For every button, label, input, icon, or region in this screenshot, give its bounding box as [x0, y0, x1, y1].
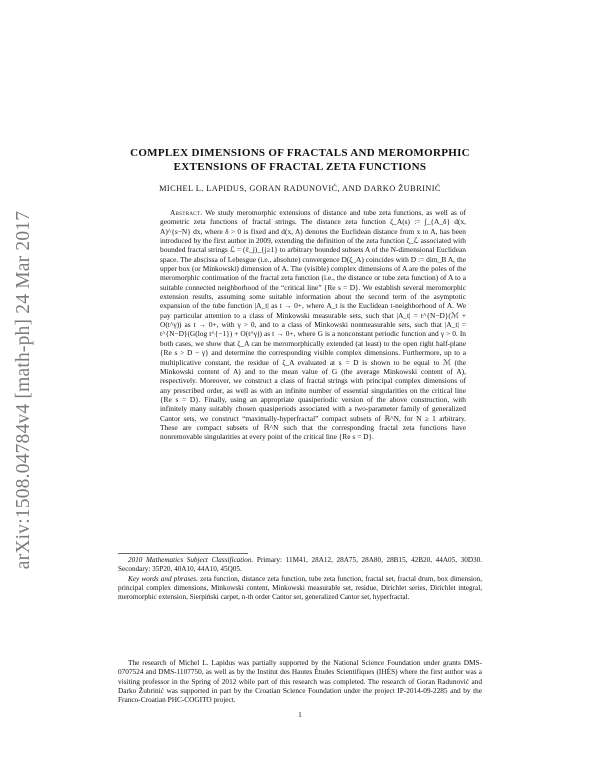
arxiv-identifier: arXiv:1508.04784v4 [math-ph] 24 Mar 2017	[13, 210, 34, 570]
paper-authors: MICHEL L. LAPIDUS, GORAN RADUNOVIĆ, AND DARKO ŽUBRINIĆ	[159, 184, 441, 193]
paper-title: COMPLEX DIMENSIONS OF FRACTALS AND MEROMORPHIC EXTENSIONS OF FRACTAL ZETA FUNCTIONS	[130, 147, 470, 173]
abstract-label: Abstract.	[170, 208, 203, 217]
msc-label: 2010 Mathematics Subject Classification.	[128, 556, 254, 564]
footnotes	[118, 556, 482, 602]
keywords-text: zeta function, distance zeta function, tube zeta function, fractal set, fractal drum, box dimension, principal complex dimensions, Minkowski content, Minkowski measurable set, residue, Dirichlet series, Dirichlet integral, meromorphic extension, Sierpiński carpet, n-th order Cantor set, generalized Cantor set, hyperfractal.	[118, 574, 482, 602]
abstract-text: We study meromorphic extensions of distance and tube zeta functions, as well as of geometric zeta functions of fractal strings. The distance zeta function ζ_A(s) := ∫_{A_δ} d(x, A)^{s−N} dx, where δ > 0 is fixed and d(x, A) denotes the Euclidean distance from x to A, has been introduced by the first author in 2009, extending the definition of the zeta function ζ_ℒ associated with bounded fractal strings ℒ = (ℓ_j)_{j≥1} to arbitrary bounded subsets A of the N-dimensional Euclidean space. The abscissa of Lebesgue (i.e., absolute) convergence D(ζ_A) coincides with D := dim_B A, the upper box (or Minkowski) dimension of A. The (visible) complex dimensions of A are the poles of the meromorphic continuation of the fractal zeta function (i.e., the distance or tube zeta function) of A to a suitable connected neighborhood of the “critical line” {Re s = D}. We establish several meromorphic extension results, assuming some suitable information about the second term of the asymptotic expansion of the tube function |A_t| as t → 0+, where A_t is the Euclidean t-neighborhood of A. We pay particular attention to a class of Minkowski measurable sets, such that |A_t| = t^{N−D}(ℳ + O(t^γ)) as t → 0+, with γ > 0, and to a class of Minkowski nonmeasurable sets, such that |A_t| = t^{N−D}(G(log t^{−1}) + O(t^γ)) as t → 0+, where G is a nonconstant periodic function and γ > 0. In both cases, we show that ζ_A can be meromorphically extended (at least) to the open right half-plane {Re s > D − γ} and determine the corresponding visible complex dimensions. Furthermore, up to a multiplicative constant, the residue of ζ_A evaluated at s = D is shown to be equal to ℳ (the Minkowski content of A) and to the mean value of G (the average Minkowski content of A), respectively. Moreover, we construct a class of fractal strings with principal complex dimensions of any prescribed order, as well as with an infinite number of essential singularities on the critical line {Re s = D}. Finally, using an appropriate quasiperiodic version of the above construction, with infinitely many suitably chosen quasiperiods associated with a two-parameter family of generalized Cantor sets, we construct “maximally-hyperfractal” compact subsets of ℝ^N, for N ≥ 1 arbitrary. These are compact subsets of ℝ^N such that the corresponding fractal zeta functions have nonremovable singularities at every point of the critical line {Re s = D}.	[160, 208, 467, 442]
keywords-label: Key words and phrases.	[128, 574, 198, 583]
abstract	[160, 208, 466, 442]
msc-classification	[118, 556, 482, 575]
msc-text: Primary: 11M41, 28A12, 28A75, 28A80, 28B15, 42B20, 44A05, 30D30. Secondary: 35P20, 40A10, 44A10, 45Q05.	[118, 556, 483, 574]
footnote-rule	[118, 553, 248, 554]
arxiv-stamp	[4, 140, 44, 640]
keywords	[118, 575, 482, 603]
page-number: 1	[298, 710, 302, 719]
acknowledgment: The research of Michel L. Lapidus was partially supported by the National Science Foundation under grants DMS-0707524 and DMS-1107750, as well as by the Institut des Hautes Études Scientifiques (IHÉS) where the first author was a visiting professor in the Spring of 2012 while part of this research was completed. The research of Goran Radunović and Darko Žubrinić was supported in part by the Croatian Science Foundation under the project IP-2014-09-2285 and by the Franco-Croatian PHC-COGITO project.	[118, 658, 482, 705]
